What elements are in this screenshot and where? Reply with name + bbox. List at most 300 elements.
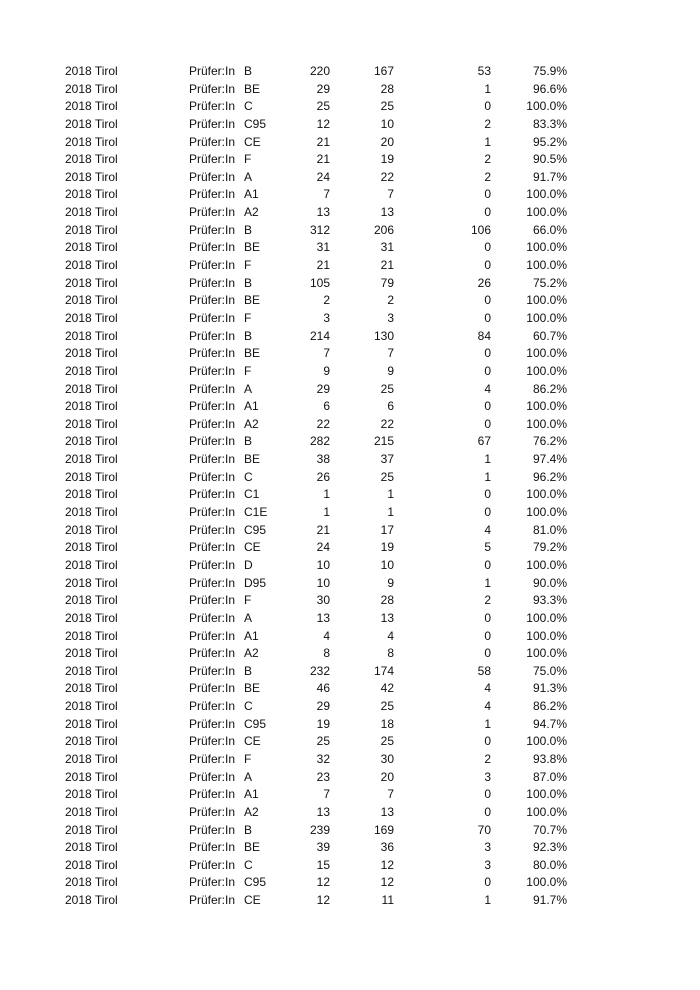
failed-count-cell: 0 bbox=[484, 875, 491, 890]
failed-count-cell: 0 bbox=[484, 487, 491, 502]
role-cell: Prüfer:In bbox=[189, 205, 236, 220]
year-region-cell: 2018 Tirol bbox=[65, 681, 118, 696]
pass-rate-cell: 86.2% bbox=[532, 381, 567, 396]
passed-count-cell: 20 bbox=[380, 134, 394, 149]
year-region-cell: 2018 Tirol bbox=[65, 81, 118, 96]
licence-class-cell: C bbox=[244, 99, 253, 114]
pass-rate-cell: 79.2% bbox=[532, 540, 567, 555]
total-count-cell: 7 bbox=[323, 787, 330, 802]
failed-count-cell: 3 bbox=[484, 769, 491, 784]
licence-class-cell: CE bbox=[244, 540, 261, 555]
failed-count-cell: 0 bbox=[484, 646, 491, 661]
passed-count-cell: 79 bbox=[380, 275, 394, 290]
failed-count-cell: 70 bbox=[477, 822, 491, 837]
year-region-cell: 2018 Tirol bbox=[65, 275, 118, 290]
table-row bbox=[0, 416, 700, 434]
failed-count-cell: 1 bbox=[484, 469, 491, 484]
year-region-cell: 2018 Tirol bbox=[65, 575, 118, 590]
licence-class-cell: B bbox=[244, 822, 253, 837]
year-region-cell: 2018 Tirol bbox=[65, 769, 118, 784]
role-cell: Prüfer:In bbox=[189, 310, 236, 325]
failed-count-cell: 4 bbox=[484, 681, 491, 696]
table-row bbox=[0, 663, 700, 681]
table-row bbox=[0, 257, 700, 275]
failed-count-cell: 0 bbox=[484, 557, 491, 572]
table-row bbox=[0, 874, 700, 892]
pass-rate-cell: 97.4% bbox=[532, 452, 567, 467]
total-count-cell: 15 bbox=[316, 857, 330, 872]
licence-class-cell: B bbox=[244, 663, 253, 678]
total-count-cell: 29 bbox=[316, 699, 330, 714]
role-cell: Prüfer:In bbox=[189, 840, 236, 855]
pass-rate-cell: 100.0% bbox=[526, 187, 567, 202]
pass-rate-cell: 100.0% bbox=[526, 99, 567, 114]
total-count-cell: 22 bbox=[316, 416, 330, 431]
total-count-cell: 239 bbox=[309, 822, 330, 837]
role-cell: Prüfer:In bbox=[189, 81, 236, 96]
passed-count-cell: 12 bbox=[380, 857, 394, 872]
licence-class-cell: A2 bbox=[244, 646, 259, 661]
licence-class-cell: CE bbox=[244, 734, 261, 749]
pass-rate-cell: 75.0% bbox=[532, 663, 567, 678]
pass-rate-cell: 100.0% bbox=[526, 258, 567, 273]
passed-count-cell: 215 bbox=[373, 434, 394, 449]
role-cell: Prüfer:In bbox=[189, 381, 236, 396]
total-count-cell: 10 bbox=[316, 575, 330, 590]
total-count-cell: 21 bbox=[316, 522, 330, 537]
pass-rate-cell: 100.0% bbox=[526, 399, 567, 414]
role-cell: Prüfer:In bbox=[189, 240, 236, 255]
role-cell: Prüfer:In bbox=[189, 681, 236, 696]
failed-count-cell: 1 bbox=[484, 134, 491, 149]
licence-class-cell: F bbox=[244, 751, 252, 766]
passed-count-cell: 22 bbox=[380, 416, 394, 431]
pass-rate-cell: 90.0% bbox=[532, 575, 567, 590]
year-region-cell: 2018 Tirol bbox=[65, 399, 118, 414]
total-count-cell: 10 bbox=[316, 557, 330, 572]
pass-rate-cell: 100.0% bbox=[526, 240, 567, 255]
passed-count-cell: 28 bbox=[380, 81, 394, 96]
year-region-cell: 2018 Tirol bbox=[65, 416, 118, 431]
table-row bbox=[0, 116, 700, 134]
total-count-cell: 3 bbox=[323, 310, 330, 325]
failed-count-cell: 26 bbox=[477, 275, 491, 290]
pass-rate-cell: 100.0% bbox=[526, 875, 567, 890]
total-count-cell: 6 bbox=[323, 399, 330, 414]
year-region-cell: 2018 Tirol bbox=[65, 452, 118, 467]
total-count-cell: 46 bbox=[316, 681, 330, 696]
passed-count-cell: 25 bbox=[380, 99, 394, 114]
table-row bbox=[0, 275, 700, 293]
year-region-cell: 2018 Tirol bbox=[65, 363, 118, 378]
pass-rate-cell: 96.6% bbox=[532, 81, 567, 96]
passed-count-cell: 12 bbox=[380, 875, 394, 890]
role-cell: Prüfer:In bbox=[189, 487, 236, 502]
failed-count-cell: 0 bbox=[484, 363, 491, 378]
role-cell: Prüfer:In bbox=[189, 522, 236, 537]
licence-class-cell: C1 bbox=[244, 487, 260, 502]
licence-class-cell: BE bbox=[244, 452, 261, 467]
table-row bbox=[0, 733, 700, 751]
table-row bbox=[0, 628, 700, 646]
failed-count-cell: 0 bbox=[484, 346, 491, 361]
failed-count-cell: 1 bbox=[484, 452, 491, 467]
passed-count-cell: 13 bbox=[380, 205, 394, 220]
licence-class-cell: C95 bbox=[244, 875, 267, 890]
licence-class-cell: B bbox=[244, 222, 253, 237]
year-region-cell: 2018 Tirol bbox=[65, 628, 118, 643]
total-count-cell: 25 bbox=[316, 99, 330, 114]
licence-class-cell: A bbox=[244, 769, 253, 784]
role-cell: Prüfer:In bbox=[189, 99, 236, 114]
licence-class-cell: A bbox=[244, 610, 253, 625]
total-count-cell: 7 bbox=[323, 187, 330, 202]
table-row bbox=[0, 751, 700, 769]
licence-class-cell: C bbox=[244, 699, 253, 714]
failed-count-cell: 0 bbox=[484, 310, 491, 325]
year-region-cell: 2018 Tirol bbox=[65, 328, 118, 343]
table-row bbox=[0, 222, 700, 240]
year-region-cell: 2018 Tirol bbox=[65, 875, 118, 890]
passed-count-cell: 25 bbox=[380, 469, 394, 484]
failed-count-cell: 2 bbox=[484, 751, 491, 766]
pass-rate-cell: 75.2% bbox=[532, 275, 567, 290]
licence-class-cell: A bbox=[244, 169, 253, 184]
passed-count-cell: 8 bbox=[387, 646, 394, 661]
year-region-cell: 2018 Tirol bbox=[65, 557, 118, 572]
passed-count-cell: 167 bbox=[373, 64, 394, 78]
total-count-cell: 282 bbox=[309, 434, 330, 449]
pass-rate-cell: 94.7% bbox=[532, 716, 567, 731]
licence-class-cell: A2 bbox=[244, 205, 259, 220]
year-region-cell: 2018 Tirol bbox=[65, 293, 118, 308]
failed-count-cell: 53 bbox=[477, 64, 491, 78]
pass-rate-cell: 100.0% bbox=[526, 293, 567, 308]
table-row bbox=[0, 539, 700, 557]
passed-count-cell: 10 bbox=[380, 557, 394, 572]
table-row bbox=[0, 822, 700, 840]
table-row bbox=[0, 63, 700, 81]
passed-count-cell: 25 bbox=[380, 381, 394, 396]
table-row bbox=[0, 592, 700, 610]
licence-class-cell: C1E bbox=[244, 505, 268, 520]
licence-class-cell: A2 bbox=[244, 416, 259, 431]
total-count-cell: 4 bbox=[323, 628, 330, 643]
role-cell: Prüfer:In bbox=[189, 169, 236, 184]
role-cell: Prüfer:In bbox=[189, 505, 236, 520]
year-region-cell: 2018 Tirol bbox=[65, 487, 118, 502]
passed-count-cell: 10 bbox=[380, 116, 394, 131]
role-cell: Prüfer:In bbox=[189, 610, 236, 625]
table-row bbox=[0, 557, 700, 575]
passed-count-cell: 130 bbox=[373, 328, 394, 343]
passed-count-cell: 18 bbox=[380, 716, 394, 731]
failed-count-cell: 106 bbox=[470, 222, 491, 237]
total-count-cell: 38 bbox=[316, 452, 330, 467]
total-count-cell: 7 bbox=[323, 346, 330, 361]
pass-rate-cell: 96.2% bbox=[532, 469, 567, 484]
failed-count-cell: 58 bbox=[477, 663, 491, 678]
total-count-cell: 220 bbox=[309, 64, 330, 78]
year-region-cell: 2018 Tirol bbox=[65, 593, 118, 608]
total-count-cell: 1 bbox=[323, 487, 330, 502]
pass-rate-cell: 75.9% bbox=[532, 64, 567, 78]
year-region-cell: 2018 Tirol bbox=[65, 893, 118, 908]
table-row bbox=[0, 486, 700, 504]
table-row bbox=[0, 698, 700, 716]
licence-class-cell: A1 bbox=[244, 399, 259, 414]
failed-count-cell: 4 bbox=[484, 381, 491, 396]
year-region-cell: 2018 Tirol bbox=[65, 804, 118, 819]
role-cell: Prüfer:In bbox=[189, 787, 236, 802]
passed-count-cell: 25 bbox=[380, 734, 394, 749]
failed-count-cell: 1 bbox=[484, 716, 491, 731]
total-count-cell: 105 bbox=[309, 275, 330, 290]
licence-class-cell: F bbox=[244, 363, 252, 378]
failed-count-cell: 0 bbox=[484, 187, 491, 202]
licence-class-cell: F bbox=[244, 152, 252, 167]
pass-rate-cell: 100.0% bbox=[526, 363, 567, 378]
year-region-cell: 2018 Tirol bbox=[65, 346, 118, 361]
licence-class-cell: B bbox=[244, 328, 253, 343]
total-count-cell: 25 bbox=[316, 734, 330, 749]
role-cell: Prüfer:In bbox=[189, 346, 236, 361]
licence-class-cell: F bbox=[244, 593, 252, 608]
passed-count-cell: 22 bbox=[380, 169, 394, 184]
total-count-cell: 39 bbox=[316, 840, 330, 855]
year-region-cell: 2018 Tirol bbox=[65, 434, 118, 449]
table-row bbox=[0, 522, 700, 540]
role-cell: Prüfer:In bbox=[189, 363, 236, 378]
passed-count-cell: 37 bbox=[380, 452, 394, 467]
role-cell: Prüfer:In bbox=[189, 716, 236, 731]
table-row bbox=[0, 328, 700, 346]
year-region-cell: 2018 Tirol bbox=[65, 716, 118, 731]
table-row bbox=[0, 363, 700, 381]
pass-rate-cell: 100.0% bbox=[526, 487, 567, 502]
table-row bbox=[0, 134, 700, 152]
role-cell: Prüfer:In bbox=[189, 575, 236, 590]
role-cell: Prüfer:In bbox=[189, 399, 236, 414]
total-count-cell: 31 bbox=[316, 240, 330, 255]
licence-class-cell: C95 bbox=[244, 522, 267, 537]
pass-rate-cell: 86.2% bbox=[532, 699, 567, 714]
pass-rate-cell: 100.0% bbox=[526, 310, 567, 325]
licence-class-cell: D95 bbox=[244, 575, 267, 590]
year-region-cell: 2018 Tirol bbox=[65, 505, 118, 520]
failed-count-cell: 0 bbox=[484, 205, 491, 220]
licence-class-cell: A2 bbox=[244, 804, 259, 819]
failed-count-cell: 0 bbox=[484, 628, 491, 643]
role-cell: Prüfer:In bbox=[189, 293, 236, 308]
pass-rate-cell: 100.0% bbox=[526, 416, 567, 431]
role-cell: Prüfer:In bbox=[189, 187, 236, 202]
pass-rate-cell: 100.0% bbox=[526, 505, 567, 520]
passed-count-cell: 28 bbox=[380, 593, 394, 608]
pass-rate-cell: 100.0% bbox=[526, 205, 567, 220]
passed-count-cell: 13 bbox=[380, 804, 394, 819]
total-count-cell: 312 bbox=[309, 222, 330, 237]
total-count-cell: 21 bbox=[316, 152, 330, 167]
passed-count-cell: 3 bbox=[387, 310, 394, 325]
table-row bbox=[0, 857, 700, 875]
pass-rate-cell: 80.0% bbox=[532, 857, 567, 872]
licence-class-cell: CE bbox=[244, 134, 261, 149]
pass-rate-cell: 93.8% bbox=[532, 751, 567, 766]
licence-class-cell: C95 bbox=[244, 116, 267, 131]
table-row bbox=[0, 786, 700, 804]
year-region-cell: 2018 Tirol bbox=[65, 205, 118, 220]
passed-count-cell: 7 bbox=[387, 346, 394, 361]
total-count-cell: 21 bbox=[316, 134, 330, 149]
role-cell: Prüfer:In bbox=[189, 628, 236, 643]
passed-count-cell: 174 bbox=[373, 663, 394, 678]
passed-count-cell: 20 bbox=[380, 769, 394, 784]
passed-count-cell: 2 bbox=[387, 293, 394, 308]
passed-count-cell: 1 bbox=[387, 505, 394, 520]
failed-count-cell: 0 bbox=[484, 505, 491, 520]
failed-count-cell: 4 bbox=[484, 522, 491, 537]
licence-class-cell: A bbox=[244, 381, 253, 396]
failed-count-cell: 0 bbox=[484, 416, 491, 431]
table-row bbox=[0, 804, 700, 822]
role-cell: Prüfer:In bbox=[189, 222, 236, 237]
licence-class-cell: F bbox=[244, 310, 252, 325]
year-region-cell: 2018 Tirol bbox=[65, 310, 118, 325]
role-cell: Prüfer:In bbox=[189, 557, 236, 572]
total-count-cell: 12 bbox=[316, 875, 330, 890]
licence-class-cell: C bbox=[244, 469, 253, 484]
total-count-cell: 21 bbox=[316, 258, 330, 273]
licence-class-cell: BE bbox=[244, 346, 261, 361]
year-region-cell: 2018 Tirol bbox=[65, 751, 118, 766]
role-cell: Prüfer:In bbox=[189, 593, 236, 608]
year-region-cell: 2018 Tirol bbox=[65, 610, 118, 625]
failed-count-cell: 2 bbox=[484, 116, 491, 131]
total-count-cell: 26 bbox=[316, 469, 330, 484]
total-count-cell: 8 bbox=[323, 646, 330, 661]
licence-class-cell: C bbox=[244, 857, 253, 872]
role-cell: Prüfer:In bbox=[189, 258, 236, 273]
pass-rate-cell: 92.3% bbox=[532, 840, 567, 855]
failed-count-cell: 2 bbox=[484, 593, 491, 608]
role-cell: Prüfer:In bbox=[189, 751, 236, 766]
role-cell: Prüfer:In bbox=[189, 469, 236, 484]
role-cell: Prüfer:In bbox=[189, 275, 236, 290]
role-cell: Prüfer:In bbox=[189, 663, 236, 678]
role-cell: Prüfer:In bbox=[189, 699, 236, 714]
table-row bbox=[0, 81, 700, 99]
year-region-cell: 2018 Tirol bbox=[65, 152, 118, 167]
passed-count-cell: 19 bbox=[380, 540, 394, 555]
role-cell: Prüfer:In bbox=[189, 152, 236, 167]
total-count-cell: 32 bbox=[316, 751, 330, 766]
pass-rate-cell: 100.0% bbox=[526, 787, 567, 802]
total-count-cell: 12 bbox=[316, 116, 330, 131]
failed-count-cell: 0 bbox=[484, 99, 491, 114]
passed-count-cell: 7 bbox=[387, 187, 394, 202]
table-row bbox=[0, 769, 700, 787]
passed-count-cell: 42 bbox=[380, 681, 394, 696]
pass-rate-cell: 100.0% bbox=[526, 734, 567, 749]
failed-count-cell: 67 bbox=[477, 434, 491, 449]
passed-count-cell: 11 bbox=[381, 893, 394, 908]
failed-count-cell: 0 bbox=[484, 610, 491, 625]
year-region-cell: 2018 Tirol bbox=[65, 258, 118, 273]
pass-rate-cell: 91.7% bbox=[532, 893, 567, 908]
total-count-cell: 29 bbox=[316, 381, 330, 396]
pass-rate-cell: 100.0% bbox=[526, 610, 567, 625]
table-row bbox=[0, 892, 700, 910]
passed-count-cell: 9 bbox=[387, 575, 394, 590]
pass-rate-cell: 76.2% bbox=[532, 434, 567, 449]
role-cell: Prüfer:In bbox=[189, 452, 236, 467]
total-count-cell: 13 bbox=[316, 610, 330, 625]
pass-rate-cell: 70.7% bbox=[532, 822, 567, 837]
passed-count-cell: 19 bbox=[380, 152, 394, 167]
table-row bbox=[0, 469, 700, 487]
failed-count-cell: 3 bbox=[484, 840, 491, 855]
failed-count-cell: 0 bbox=[484, 734, 491, 749]
failed-count-cell: 1 bbox=[484, 81, 491, 96]
passed-count-cell: 31 bbox=[380, 240, 394, 255]
table-row bbox=[0, 169, 700, 187]
table-row bbox=[0, 398, 700, 416]
failed-count-cell: 0 bbox=[484, 293, 491, 308]
table-row bbox=[0, 239, 700, 257]
pass-rate-cell: 95.2% bbox=[532, 134, 567, 149]
data-table bbox=[0, 63, 700, 910]
pass-rate-cell: 60.7% bbox=[532, 328, 567, 343]
table-row bbox=[0, 645, 700, 663]
table-row bbox=[0, 680, 700, 698]
year-region-cell: 2018 Tirol bbox=[65, 187, 118, 202]
licence-class-cell: B bbox=[244, 434, 253, 449]
passed-count-cell: 13 bbox=[380, 610, 394, 625]
licence-class-cell: BE bbox=[244, 293, 261, 308]
pass-rate-cell: 100.0% bbox=[526, 804, 567, 819]
role-cell: Prüfer:In bbox=[189, 434, 236, 449]
passed-count-cell: 1 bbox=[387, 487, 394, 502]
licence-class-cell: B bbox=[244, 64, 253, 78]
failed-count-cell: 0 bbox=[484, 787, 491, 802]
total-count-cell: 29 bbox=[316, 81, 330, 96]
role-cell: Prüfer:In bbox=[189, 134, 236, 149]
table-row bbox=[0, 610, 700, 628]
pass-rate-cell: 90.5% bbox=[532, 152, 567, 167]
licence-class-cell: B bbox=[244, 275, 253, 290]
role-cell: Prüfer:In bbox=[189, 734, 236, 749]
year-region-cell: 2018 Tirol bbox=[65, 822, 118, 837]
passed-count-cell: 4 bbox=[387, 628, 394, 643]
table-row bbox=[0, 151, 700, 169]
table-row bbox=[0, 504, 700, 522]
role-cell: Prüfer:In bbox=[189, 646, 236, 661]
licence-class-cell: A1 bbox=[244, 628, 259, 643]
table-row bbox=[0, 433, 700, 451]
failed-count-cell: 2 bbox=[484, 169, 491, 184]
role-cell: Prüfer:In bbox=[189, 116, 236, 131]
role-cell: Prüfer:In bbox=[189, 893, 236, 908]
passed-count-cell: 36 bbox=[380, 840, 394, 855]
licence-class-cell: BE bbox=[244, 840, 261, 855]
role-cell: Prüfer:In bbox=[189, 416, 236, 431]
failed-count-cell: 84 bbox=[477, 328, 491, 343]
passed-count-cell: 30 bbox=[380, 751, 394, 766]
passed-count-cell: 25 bbox=[380, 699, 394, 714]
table-row bbox=[0, 381, 700, 399]
pass-rate-cell: 100.0% bbox=[526, 557, 567, 572]
